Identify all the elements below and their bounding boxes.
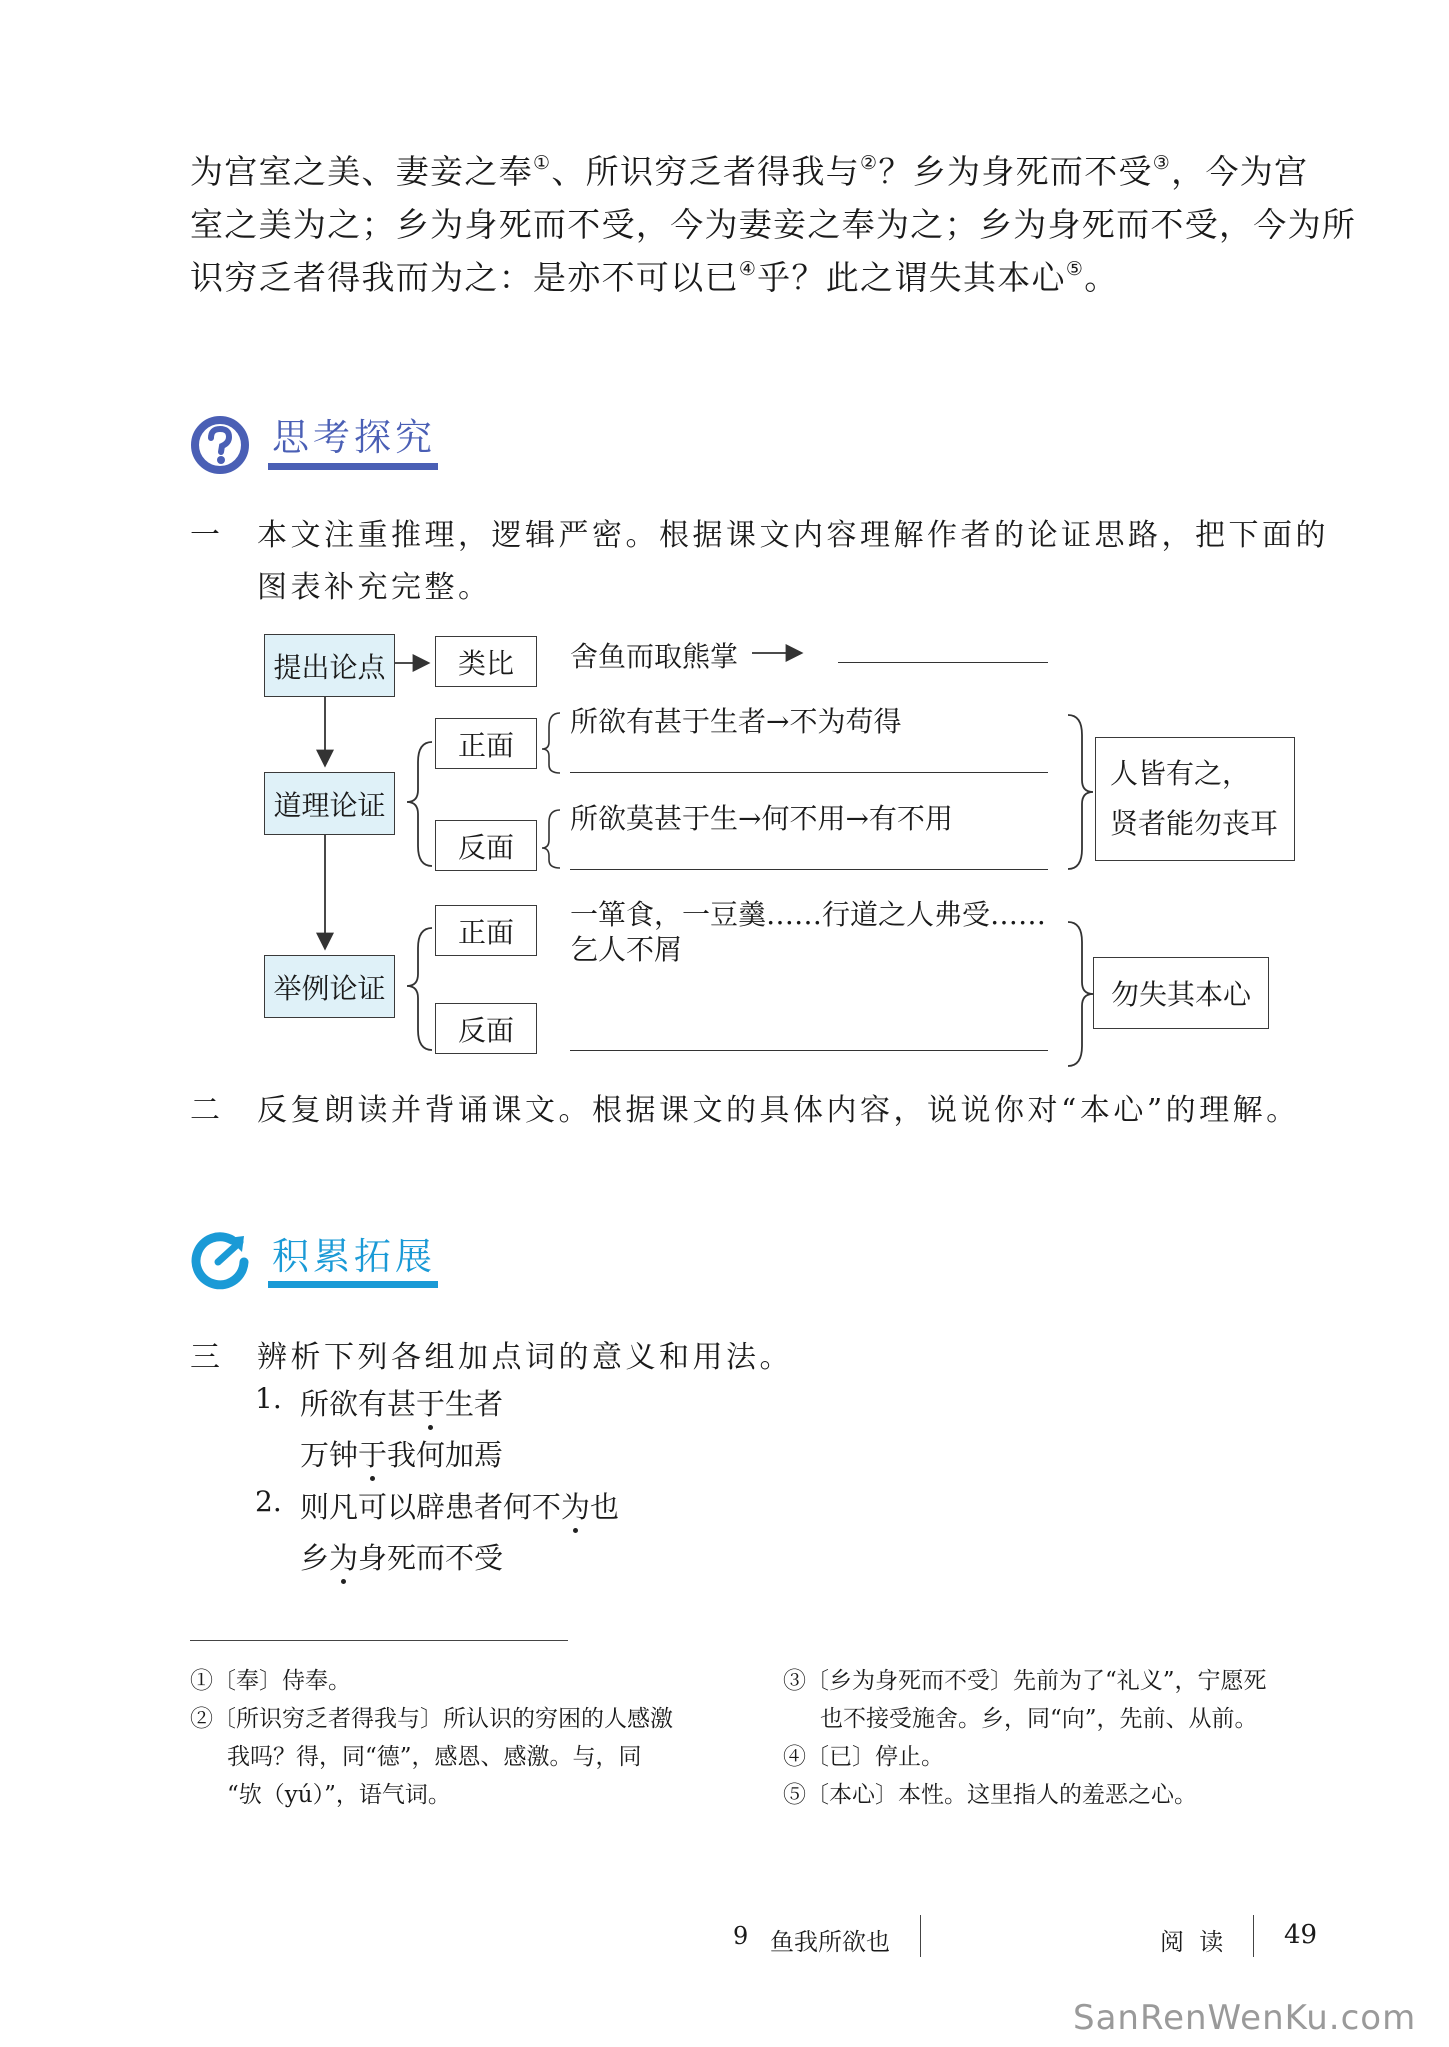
positive-argument-text: 所欲有甚于生者→不为苟得	[570, 705, 902, 738]
analogy-box: 类比	[435, 636, 537, 687]
section-title: 积累拓展	[272, 1235, 436, 1278]
question-number: 二	[190, 1093, 224, 1128]
section-title-underline	[268, 1281, 438, 1288]
negative-box: 反面	[435, 1003, 537, 1054]
question-text: 本文注重推理，逻辑严密。根据课文内容理解作者的论证思路，把下面的	[257, 518, 1329, 553]
passage-line: 室之美为之；乡为身死而不受，今为妻妾之奉为之；乡为身死而不受，今为所	[190, 205, 1357, 244]
footnote: 也不接受施舍。乡，同“向”，先前、从前。	[820, 1706, 1258, 1732]
item-sentence: 则凡可以辟患者何不为也	[300, 1490, 620, 1524]
dotted-word: 于	[358, 1438, 388, 1472]
example-text: 一箪食，一豆羹……行道之人弗受……	[570, 898, 1047, 931]
footnote-ref[interactable]: ②	[860, 152, 879, 174]
footnote-ref[interactable]: ⑤	[1065, 258, 1085, 280]
footnote: ②〔所识穷乏者得我与〕所认识的穷困的人感激	[190, 1706, 673, 1732]
footnote: ①〔奉〕侍奉。	[190, 1668, 351, 1694]
question-number: 一	[190, 518, 224, 553]
footnote: 我吗？得，同“德”，感恩、感激。与，同	[227, 1744, 642, 1770]
negative-box: 反面	[435, 820, 537, 871]
watermark: SanRenWenKu.com	[1073, 1998, 1417, 2038]
question-text: 反复朗读并背诵课文。根据课文的具体内容，说说你对“本心”的理解。	[257, 1093, 1300, 1128]
item-sentence: 万钟于我何加焉	[300, 1438, 504, 1472]
item-number: 1.	[255, 1382, 282, 1415]
example-text: 乞人不屑	[570, 933, 683, 966]
footnote: ④〔已〕停止。	[783, 1744, 944, 1770]
conclusion-box-reasoning: 人皆有之， 贤者能勿丧耳	[1095, 737, 1295, 861]
question-text: 图表补充完整。	[257, 570, 492, 605]
fill-in-blank[interactable]	[570, 772, 1048, 773]
unit-label: 阅 读	[1160, 1928, 1224, 1956]
footnote: ⑤〔本心〕本性。这里指人的羞恶之心。	[783, 1782, 1197, 1808]
footer-divider	[920, 1915, 921, 1957]
footnote: ③〔乡为身死而不受〕先前为了“礼义”，宁愿死	[783, 1668, 1267, 1694]
fill-in-blank[interactable]	[838, 662, 1048, 663]
footnote-ref[interactable]: ④	[738, 258, 758, 280]
footnote: “欤（yú）”，语气词。	[227, 1782, 451, 1808]
dotted-word: 为	[561, 1490, 591, 1524]
section-title: 思考探究	[272, 416, 436, 459]
item-sentence: 乡为身死而不受	[300, 1541, 504, 1575]
fill-in-blank[interactable]	[570, 869, 1048, 870]
positive-box: 正面	[435, 905, 537, 956]
lesson-title: 鱼我所欲也	[770, 1928, 890, 1956]
footer-divider	[1253, 1915, 1254, 1957]
dotted-word: 为	[329, 1541, 359, 1575]
passage-line: 识穷乏者得我而为之：是亦不可以已④乎？此之谓失其本心⑤。	[190, 258, 1119, 297]
conclusion-box-examples: 勿失其本心	[1093, 957, 1269, 1029]
footnote-ref[interactable]: ①	[533, 152, 552, 174]
item-number: 2.	[255, 1485, 282, 1518]
analogy-text: 舍鱼而取熊掌	[570, 640, 739, 673]
question-text: 辨析下列各组加点词的意义和用法。	[257, 1340, 793, 1375]
question-number: 三	[190, 1340, 224, 1375]
page-number: 49	[1284, 1920, 1318, 1950]
stage-box-reasoning: 道理论证	[264, 772, 395, 835]
footnote-divider	[190, 1640, 568, 1641]
refresh-arrow-icon	[188, 1228, 252, 1292]
stage-box-thesis: 提出论点	[264, 634, 395, 697]
lesson-number: 9	[733, 1922, 749, 1950]
negative-argument-text: 所欲莫甚于生→何不用→有不用	[570, 802, 953, 835]
passage-line: 为宫室之美、妻妾之奉①、所识穷乏者得我与②？乡为身死而不受③，今为宫	[190, 152, 1309, 191]
positive-box: 正面	[435, 718, 537, 769]
fill-in-blank[interactable]	[570, 1050, 1048, 1051]
footnote-ref[interactable]: ③	[1152, 152, 1172, 174]
dotted-word: 于	[416, 1387, 446, 1421]
item-sentence: 所欲有甚于生者	[300, 1387, 504, 1421]
stage-box-examples: 举例论证	[264, 955, 395, 1018]
